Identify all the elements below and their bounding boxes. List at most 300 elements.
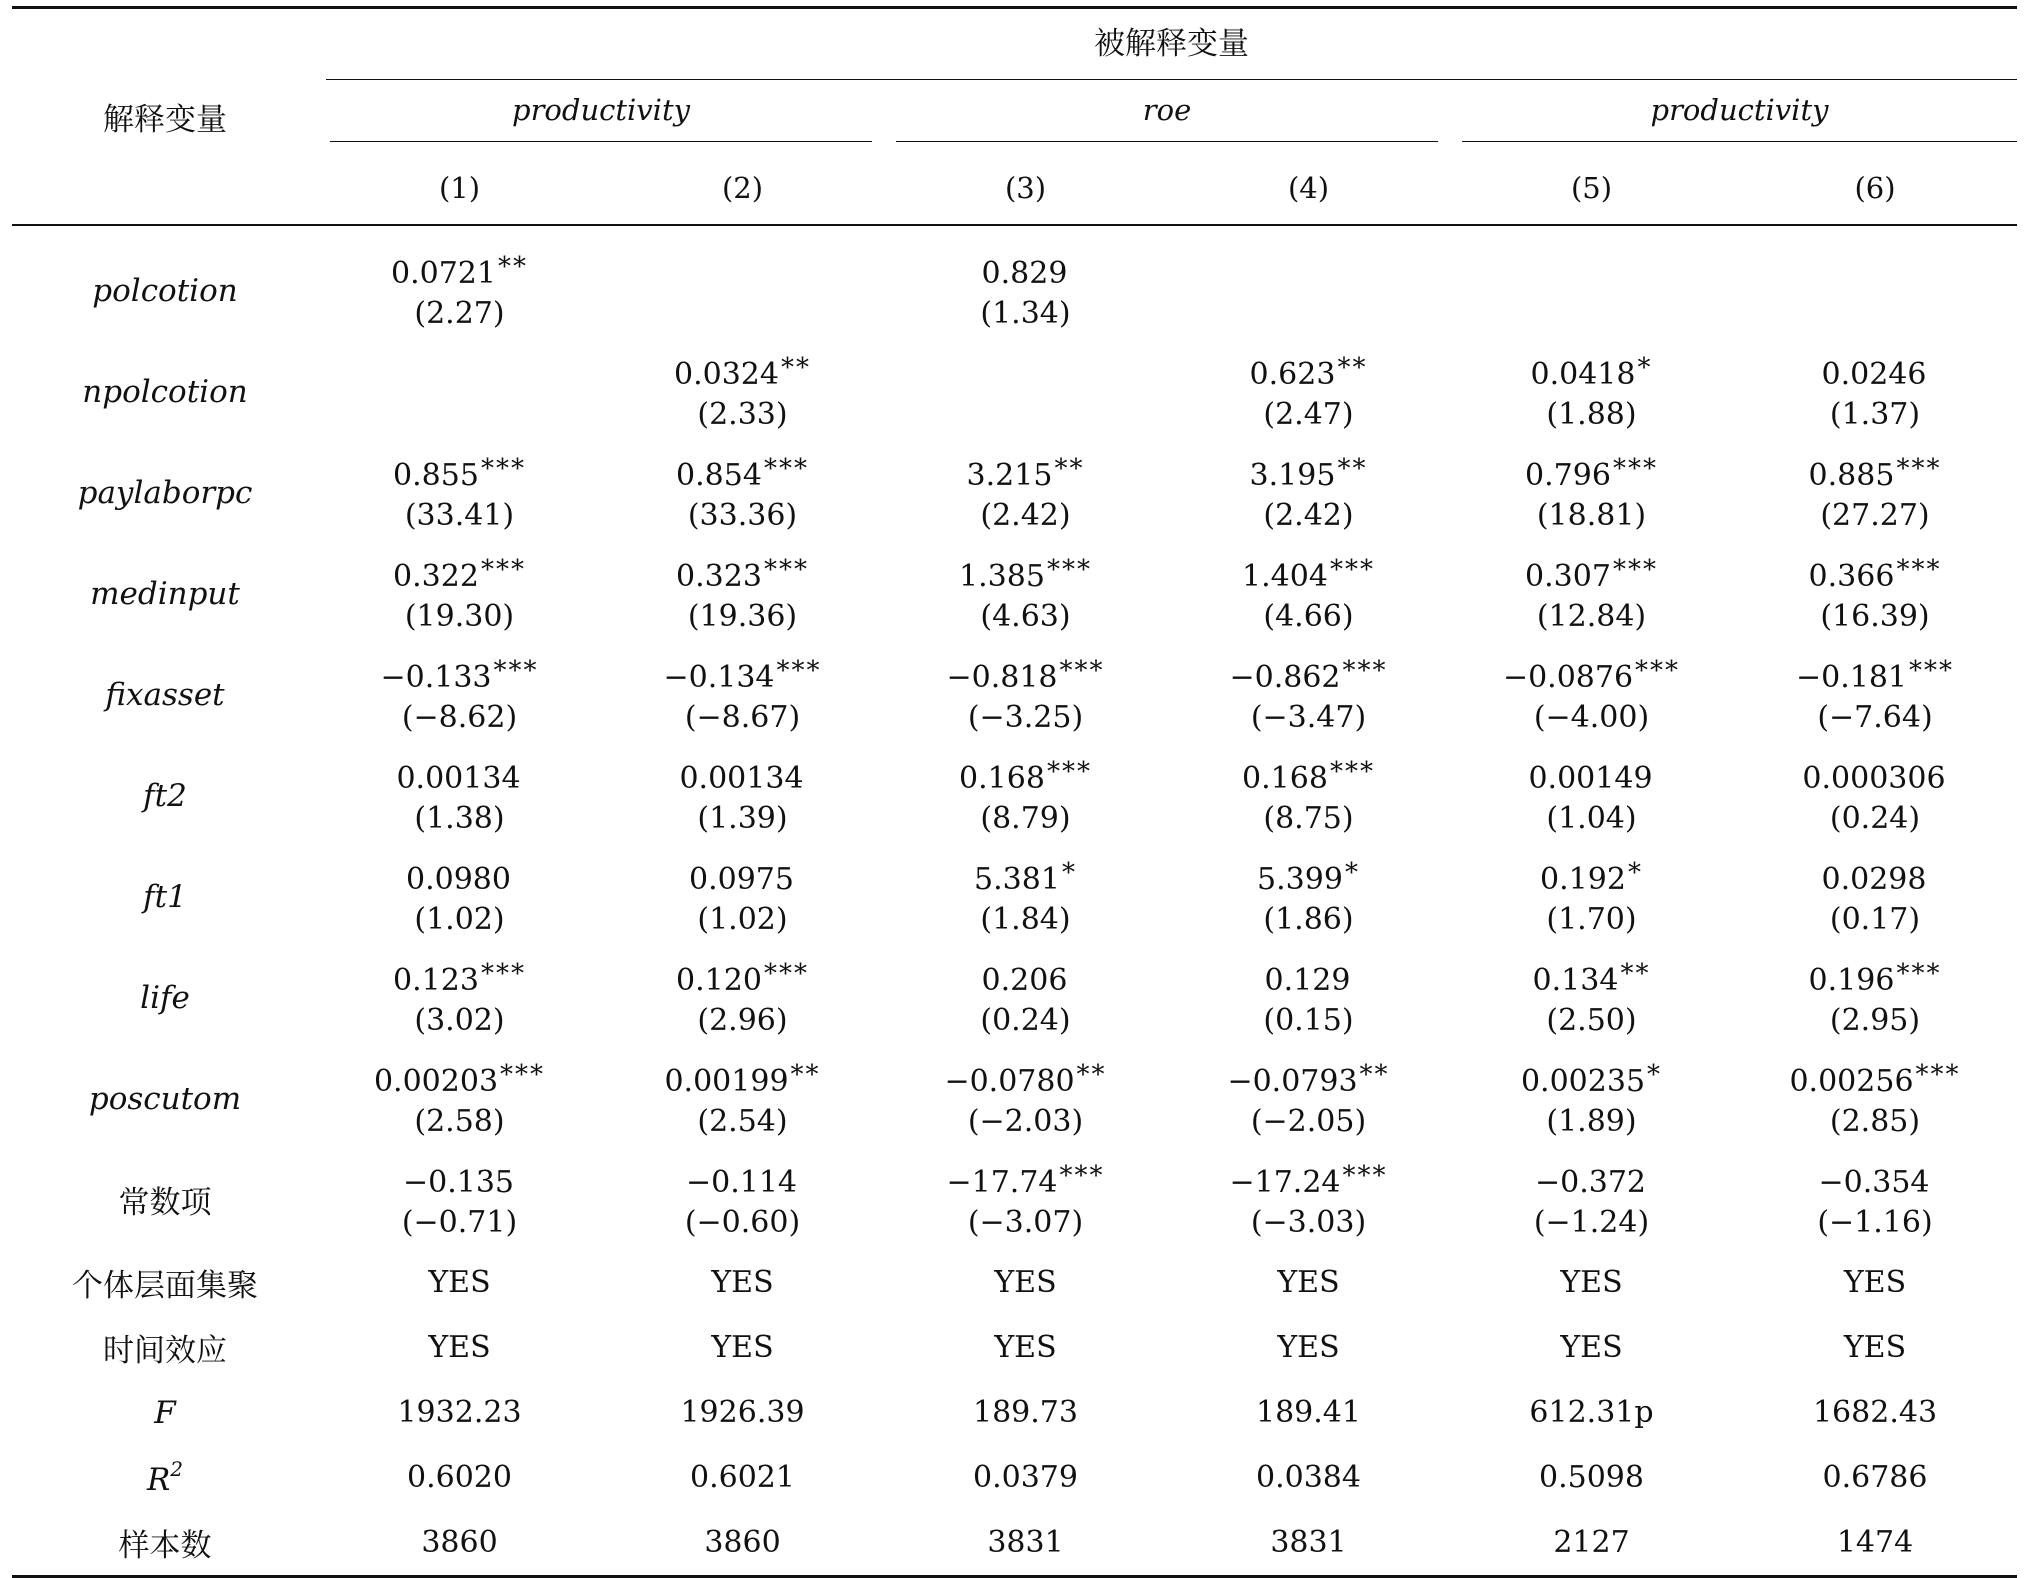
coefficient-cell <box>1167 644 1450 745</box>
significance-stars: ** <box>1054 454 1085 484</box>
coefficient-number: 0.123 <box>393 963 479 998</box>
significance-stars: *** <box>1896 959 1942 989</box>
coefficient-value <box>884 853 1167 900</box>
coefficient-value <box>884 1055 1167 1102</box>
summary-value: 0.6020 <box>407 1460 512 1495</box>
coefficient-cell <box>1167 745 1450 846</box>
t-statistic: (1.70) <box>1546 902 1637 937</box>
t-statistic: (−3.07) <box>967 1205 1084 1240</box>
coefficient-number: 0.000306 <box>1802 761 1946 796</box>
summary-value: YES <box>1277 1265 1340 1300</box>
coefficient-value <box>1733 1055 2017 1102</box>
coefficient-value <box>1450 752 1733 799</box>
coefficient-number: 1.385 <box>959 559 1045 594</box>
coefficient-cell <box>318 947 601 1048</box>
group-label-3: productivity <box>1462 93 2017 142</box>
coefficient-cell <box>1167 1048 1450 1149</box>
t-statistic: (−2.05) <box>1250 1104 1367 1139</box>
significance-stars: * <box>1344 858 1360 888</box>
summary-label <box>12 1445 318 1510</box>
t-statistic: (33.36) <box>687 498 798 533</box>
significance-stars: *** <box>1896 555 1942 585</box>
coefficient-number: −0.818 <box>946 660 1058 695</box>
coefficient-cell <box>1450 1048 1733 1149</box>
summary-value: 0.5098 <box>1539 1460 1644 1495</box>
dependent-variable-header <box>318 9 2017 82</box>
coefficient-number: 1.404 <box>1242 559 1328 594</box>
significance-stars: *** <box>1059 1161 1105 1191</box>
summary-label <box>12 1250 318 1315</box>
dependent-variable-label: 被解释变量 <box>326 12 2017 80</box>
column-header-3: (3) <box>884 152 1167 225</box>
table-row <box>12 644 2017 745</box>
summary-label-text: 时间效应 <box>103 1333 227 1369</box>
coefficient-number: 0.00149 <box>1528 761 1653 796</box>
summary-value: 1926.39 <box>680 1395 805 1430</box>
table-row <box>12 1048 2017 1149</box>
coefficient-value <box>1450 954 1733 1001</box>
coefficient-number: 0.168 <box>959 761 1045 796</box>
table-row <box>12 543 2017 644</box>
summary-value: YES <box>1843 1330 1907 1365</box>
coefficient-value <box>1167 550 1450 597</box>
summary-value: 2127 <box>1450 1510 1733 1577</box>
significance-stars: *** <box>1342 656 1388 686</box>
coefficient-cell <box>1450 341 1733 442</box>
coefficient-value <box>1733 348 2017 395</box>
coefficient-value <box>1450 348 1733 395</box>
coefficient-number: −0.114 <box>685 1165 798 1200</box>
variable-name: polcotion <box>92 272 238 309</box>
coefficient-value <box>1450 1055 1733 1102</box>
coefficient-cell <box>1450 543 1733 644</box>
t-statistic: (−1.24) <box>1533 1205 1650 1240</box>
t-statistic: (1.89) <box>1546 1104 1637 1139</box>
significance-stars: *** <box>776 656 822 686</box>
summary-value: 1474 <box>1733 1510 2017 1577</box>
coefficient-cell <box>884 1149 1167 1250</box>
coefficient-cell <box>1733 442 2017 543</box>
coefficient-cell <box>601 745 884 846</box>
coefficient-cell <box>601 644 884 745</box>
coefficient-value <box>1167 267 1450 314</box>
coefficient-number: 0.0721 <box>391 256 496 291</box>
coefficient-cell <box>1167 341 1450 442</box>
coefficient-number: 0.00256 <box>1789 1064 1914 1099</box>
coefficient-number: −0.0793 <box>1227 1064 1358 1099</box>
significance-stars: *** <box>1915 1060 1961 1090</box>
summary-value: 3860 <box>318 1510 601 1577</box>
coefficient-value <box>884 752 1167 799</box>
coefficient-value <box>601 853 884 900</box>
significance-stars: *** <box>1612 454 1658 484</box>
t-statistic: (−8.67) <box>684 700 801 735</box>
t-statistic: (1.02) <box>697 902 788 937</box>
t-statistic: (2.47) <box>1263 397 1354 432</box>
t-statistic: (2.85) <box>1829 1104 1921 1139</box>
significance-stars: *** <box>1896 454 1942 484</box>
t-statistic: (19.36) <box>687 599 798 634</box>
summary-value: YES <box>1843 1265 1907 1300</box>
coefficient-number: 0.00199 <box>664 1064 789 1099</box>
coefficient-number: −0.134 <box>663 660 775 695</box>
coefficient-value <box>601 651 884 698</box>
summary-value: 0.0379 <box>973 1460 1078 1495</box>
variable-name: 常数项 <box>118 1185 212 1221</box>
group-header-3 <box>1450 82 2017 152</box>
summary-value: YES <box>428 1265 491 1300</box>
coefficient-cell <box>601 947 884 1048</box>
table-row <box>12 947 2017 1048</box>
coefficient-cell <box>1450 846 1733 947</box>
coefficient-cell <box>1450 644 1733 745</box>
t-statistic: (1.34) <box>980 296 1071 331</box>
t-statistic: (2.96) <box>697 1003 788 1038</box>
group-label-1: productivity <box>330 93 872 142</box>
t-statistic: (33.41) <box>404 498 515 533</box>
coefficient-value <box>318 1055 601 1102</box>
coefficient-number: 0.796 <box>1525 458 1611 493</box>
coefficient-value <box>1167 651 1450 698</box>
coefficient-cell <box>884 947 1167 1048</box>
t-statistic: (−0.71) <box>401 1205 518 1240</box>
significance-stars: ** <box>1337 454 1368 484</box>
table-row <box>12 846 2017 947</box>
coefficient-number: 0.829 <box>981 256 1068 291</box>
coefficient-value <box>1167 1055 1450 1102</box>
significance-stars: *** <box>493 656 539 686</box>
variable-name: paylaborpc <box>77 474 253 511</box>
coefficient-number: 5.399 <box>1257 862 1343 897</box>
coefficient-cell <box>318 1149 601 1250</box>
coefficient-cell <box>601 846 884 947</box>
coefficient-cell <box>884 543 1167 644</box>
summary-label-text: F <box>154 1394 176 1431</box>
coefficient-number: 0.366 <box>1808 559 1895 594</box>
regression-table <box>12 6 2017 1578</box>
coefficient-number: 0.855 <box>393 458 479 493</box>
significance-stars: *** <box>480 959 526 989</box>
significance-stars: *** <box>763 454 809 484</box>
superscript: 2 <box>170 1457 184 1481</box>
coefficient-number: 0.134 <box>1532 963 1619 998</box>
t-statistic: (2.42) <box>980 498 1071 533</box>
variable-name: npolcotion <box>82 373 248 410</box>
significance-stars: ** <box>790 1060 821 1090</box>
coefficient-number: 3.215 <box>966 458 1053 493</box>
variable-name: ft1 <box>143 878 187 915</box>
coefficient-cell <box>318 1048 601 1149</box>
t-statistic: (27.27) <box>1820 498 1930 533</box>
coefficient-cell <box>884 1048 1167 1149</box>
t-statistic: (−3.47) <box>1250 700 1367 735</box>
coefficient-cell <box>1167 543 1450 644</box>
coefficient-value <box>1733 1156 2017 1203</box>
coefficient-cell <box>601 225 884 341</box>
summary-value: 1682.43 <box>1812 1395 1938 1430</box>
coefficient-rows <box>12 225 2017 1250</box>
t-statistic: (4.66) <box>1263 599 1354 634</box>
coefficient-value <box>1450 1156 1733 1203</box>
coefficient-value <box>1450 550 1733 597</box>
coefficient-value <box>1733 954 2017 1001</box>
significance-stars: *** <box>1046 757 1092 787</box>
summary-value: 3860 <box>601 1510 884 1577</box>
summary-value: 1932.23 <box>397 1395 522 1430</box>
coefficient-cell <box>1450 745 1733 846</box>
coefficient-cell <box>1167 1149 1450 1250</box>
t-statistic: (2.42) <box>1263 498 1354 533</box>
coefficient-cell <box>1733 225 2017 341</box>
coefficient-number: −0.862 <box>1229 660 1341 695</box>
coefficient-number: 0.0324 <box>674 357 779 392</box>
coefficient-number: 0.129 <box>1264 963 1351 998</box>
coefficient-cell <box>1733 947 2017 1048</box>
coefficient-number: 0.323 <box>676 559 762 594</box>
summary-value: YES <box>994 1265 1057 1300</box>
table-row <box>12 442 2017 543</box>
coefficient-number: 0.00235 <box>1520 1064 1646 1099</box>
table-row <box>12 1149 2017 1250</box>
t-statistic: (−4.00) <box>1533 700 1650 735</box>
coefficient-value <box>884 550 1167 597</box>
coefficient-cell <box>1733 644 2017 745</box>
summary-row <box>12 1445 2017 1510</box>
table-row <box>12 745 2017 846</box>
coefficient-cell <box>318 745 601 846</box>
summary-value: YES <box>428 1330 491 1365</box>
coefficient-cell <box>884 644 1167 745</box>
column-header-2: (2) <box>601 152 884 225</box>
coefficient-value <box>1450 449 1733 496</box>
table-row <box>12 225 2017 341</box>
coefficient-value <box>884 651 1167 698</box>
summary-value: YES <box>994 1330 1057 1365</box>
coefficient-number: 0.192 <box>1540 862 1626 897</box>
summary-value: YES <box>711 1330 774 1365</box>
coefficient-cell <box>318 341 601 442</box>
column-header-4: (4) <box>1167 152 1450 225</box>
coefficient-cell <box>318 846 601 947</box>
t-statistic: (−7.64) <box>1817 700 1933 735</box>
coefficient-cell <box>601 341 884 442</box>
t-statistic: (−1.16) <box>1817 1205 1933 1240</box>
coefficient-number: −0.0876 <box>1502 660 1634 695</box>
t-statistic: (2.33) <box>697 397 788 432</box>
column-header-1: (1) <box>318 152 601 225</box>
t-statistic: (0.17) <box>1829 902 1921 937</box>
significance-stars: ** <box>1337 353 1368 383</box>
coefficient-value <box>318 550 601 597</box>
significance-stars: *** <box>480 454 526 484</box>
significance-stars: *** <box>1342 1161 1388 1191</box>
coefficient-number: 0.0975 <box>689 862 794 897</box>
coefficient-number: 0.322 <box>393 559 479 594</box>
group-header-2 <box>884 82 1450 152</box>
coefficient-value <box>1450 651 1733 698</box>
coefficient-value <box>1733 752 2017 799</box>
coefficient-value <box>1733 550 2017 597</box>
variable-name: fixasset <box>105 676 225 713</box>
coefficient-number: −17.74 <box>946 1165 1058 1200</box>
coefficient-value <box>601 1055 884 1102</box>
coefficient-number: −0.0780 <box>944 1064 1075 1099</box>
coefficient-number: 0.00134 <box>396 761 521 796</box>
summary-value: YES <box>1560 1330 1623 1365</box>
coefficient-cell <box>318 543 601 644</box>
column-header-5: (5) <box>1450 152 1733 225</box>
t-statistic: (0.24) <box>1829 801 1921 836</box>
coefficient-value <box>1167 954 1450 1001</box>
summary-value: 612.31p <box>1529 1395 1654 1430</box>
coefficient-number: 0.168 <box>1242 761 1328 796</box>
coefficient-cell <box>318 225 601 341</box>
coefficient-cell <box>884 745 1167 846</box>
summary-label <box>12 1510 318 1577</box>
coefficient-value <box>884 368 1167 415</box>
coefficient-cell <box>1450 1149 1733 1250</box>
significance-stars: ** <box>1620 959 1651 989</box>
significance-stars: ** <box>780 353 811 383</box>
coefficient-value <box>1167 1156 1450 1203</box>
coefficient-value <box>1733 651 2017 698</box>
t-statistic: (1.02) <box>414 902 505 937</box>
coefficient-value <box>1733 267 2017 314</box>
significance-stars: ** <box>1076 1060 1107 1090</box>
coefficient-number: 0.0980 <box>406 862 511 897</box>
coefficient-value <box>1167 348 1450 395</box>
coefficient-value <box>318 368 601 415</box>
t-statistic: (4.63) <box>980 599 1071 634</box>
coefficient-cell <box>1733 1149 2017 1250</box>
coefficient-value <box>318 954 601 1001</box>
summary-label-text: R <box>146 1462 171 1498</box>
t-statistic: (−8.62) <box>401 700 518 735</box>
explanatory-variable-header: 解释变量 <box>12 9 318 225</box>
coefficient-cell <box>1167 442 1450 543</box>
t-statistic: (−3.03) <box>1250 1205 1367 1240</box>
t-statistic: (1.04) <box>1546 801 1637 836</box>
coefficient-cell <box>1733 341 2017 442</box>
coefficient-cell <box>1733 846 2017 947</box>
t-statistic: (0.15) <box>1263 1003 1354 1038</box>
coefficient-value <box>601 1156 884 1203</box>
summary-value: 0.6021 <box>690 1460 795 1495</box>
summary-row <box>12 1315 2017 1380</box>
coefficient-cell <box>884 442 1167 543</box>
coefficient-number: 0.0418 <box>1530 357 1636 392</box>
coefficient-value <box>1450 853 1733 900</box>
coefficient-value <box>884 954 1167 1001</box>
summary-value: YES <box>711 1265 774 1300</box>
coefficient-value <box>1733 853 2017 900</box>
t-statistic: (8.79) <box>980 801 1071 836</box>
coefficient-cell <box>601 442 884 543</box>
summary-value: 0.6786 <box>1822 1460 1928 1495</box>
significance-stars: *** <box>1909 656 1955 686</box>
coefficient-cell <box>1733 543 2017 644</box>
table-row <box>12 341 2017 442</box>
coefficient-number: 0.196 <box>1808 963 1895 998</box>
significance-stars: *** <box>763 555 809 585</box>
coefficient-value <box>1733 449 2017 496</box>
t-statistic: (2.27) <box>414 296 505 331</box>
summary-value: YES <box>1560 1265 1623 1300</box>
coefficient-number: 5.381 <box>974 862 1060 897</box>
coefficient-value <box>318 853 601 900</box>
coefficient-number: 0.120 <box>676 963 762 998</box>
variable-name: medinput <box>90 575 240 612</box>
significance-stars: * <box>1627 858 1643 888</box>
coefficient-cell <box>1733 1048 2017 1149</box>
significance-stars: *** <box>500 1060 546 1090</box>
coefficient-value <box>1167 752 1450 799</box>
significance-stars: *** <box>1612 555 1658 585</box>
coefficient-value <box>884 1156 1167 1203</box>
summary-value: 3831 <box>1167 1510 1450 1577</box>
coefficient-value <box>601 267 884 314</box>
significance-stars: *** <box>1329 555 1375 585</box>
coefficient-value <box>318 449 601 496</box>
summary-label-text: 样本数 <box>118 1528 212 1564</box>
coefficient-number: 0.307 <box>1525 559 1611 594</box>
summary-label-text: 个体层面集聚 <box>72 1268 258 1304</box>
t-statistic: (1.84) <box>980 902 1071 937</box>
significance-stars: *** <box>1635 656 1681 686</box>
summary-value: 189.73 <box>973 1395 1078 1430</box>
summary-value: 189.41 <box>1256 1395 1361 1430</box>
coefficient-cell <box>318 442 601 543</box>
column-header-6: (6) <box>1733 152 2017 225</box>
t-statistic: (19.30) <box>404 599 515 634</box>
summary-row <box>12 1250 2017 1315</box>
variable-name: ft2 <box>143 777 187 814</box>
variable-name: poscutom <box>88 1080 242 1117</box>
variable-name: life <box>140 979 190 1016</box>
summary-label <box>12 1380 318 1445</box>
summary-label <box>12 1315 318 1380</box>
coefficient-cell <box>601 1048 884 1149</box>
t-statistic: (18.81) <box>1536 498 1647 533</box>
summary-value: 3831 <box>884 1510 1167 1577</box>
summary-row <box>12 1380 2017 1445</box>
t-statistic: (2.58) <box>414 1104 505 1139</box>
coefficient-value <box>1450 267 1733 314</box>
coefficient-value <box>601 348 884 395</box>
coefficient-value <box>318 247 601 294</box>
coefficient-number: −0.135 <box>402 1165 515 1200</box>
coefficient-value <box>1167 449 1450 496</box>
coefficient-number: 0.885 <box>1808 458 1895 493</box>
coefficient-number: 0.623 <box>1249 357 1336 392</box>
coefficient-number: 3.195 <box>1249 458 1336 493</box>
coefficient-cell <box>1450 947 1733 1048</box>
coefficient-number: 0.00203 <box>373 1064 499 1099</box>
t-statistic: (1.39) <box>697 801 788 836</box>
coefficient-cell <box>884 225 1167 341</box>
coefficient-value <box>884 449 1167 496</box>
coefficient-number: −17.24 <box>1229 1165 1341 1200</box>
coefficient-number: 0.206 <box>981 963 1068 998</box>
t-statistic: (3.02) <box>414 1003 505 1038</box>
summary-rows <box>12 1250 2017 1577</box>
coefficient-number: 0.854 <box>676 458 762 493</box>
summary-value: YES <box>1277 1330 1340 1365</box>
significance-stars: *** <box>1046 555 1092 585</box>
t-statistic: (1.88) <box>1546 397 1637 432</box>
coefficient-value <box>1167 853 1450 900</box>
coefficient-value <box>318 651 601 698</box>
